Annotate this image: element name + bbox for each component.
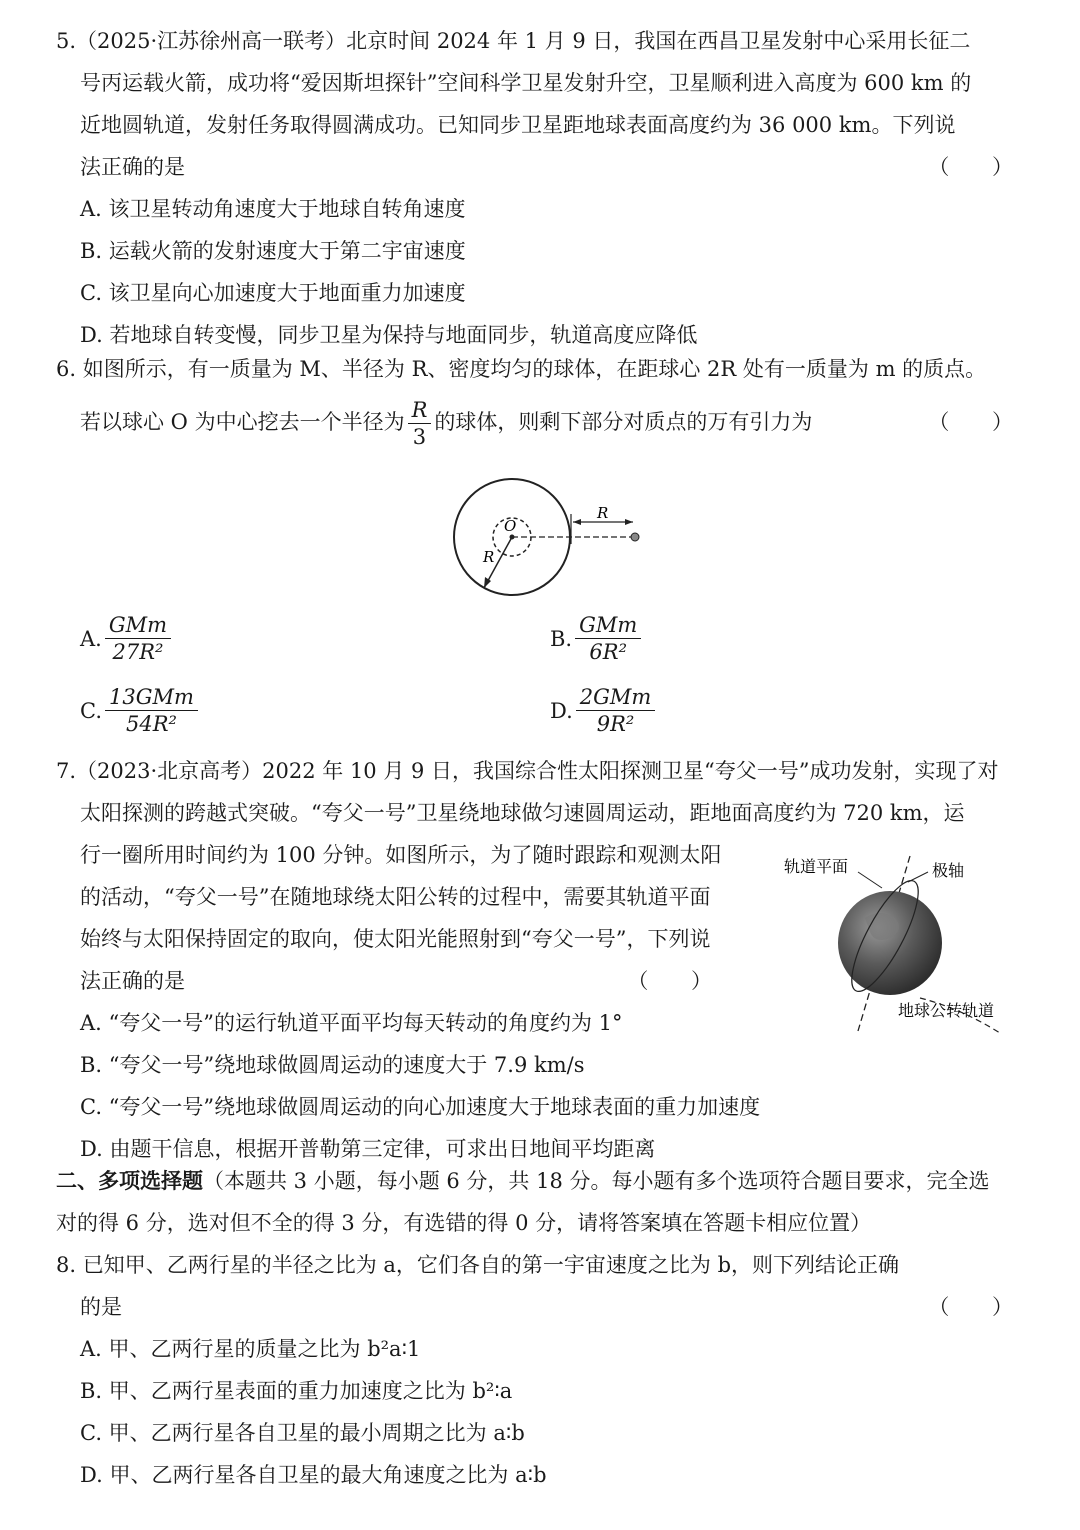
q6-option-d-frac <box>576 684 656 737</box>
mass-point <box>631 533 639 541</box>
q6-line-1: 6. 如图所示，有一质量为 M、半径为 R、密度均匀的球体，在距球心 2R 处有一质量为 m 的质点。 <box>56 357 987 381</box>
q7-line-3: 行一圈所用时间约为 100 分钟。如图所示，为了随时跟踪和观测太阳 <box>80 843 722 867</box>
q6-option-d[interactable] <box>550 684 658 737</box>
gap-arrow-right <box>625 519 633 525</box>
orbit-plane-label: 轨道平面 <box>784 857 849 876</box>
q7-answer-paren[interactable]: （ ） <box>627 969 730 993</box>
axis-pointer <box>908 872 928 882</box>
q6-option-d-letter: D. <box>550 698 573 723</box>
earth-globe <box>838 891 942 995</box>
q6-line-2-pre: 若以球心 O 为中心挖去一个半径为 <box>80 410 405 434</box>
q6-option-c-letter: C. <box>80 698 102 723</box>
question-5 <box>56 20 1031 356</box>
q6-option-d-den: 9R² <box>596 712 635 736</box>
q6-option-a-letter: A. <box>80 626 102 651</box>
q8-option-b[interactable]: B. 甲、乙两行星表面的重力加速度之比为 b²∶a <box>80 1379 513 1403</box>
q5-line-4 <box>56 146 1031 188</box>
q5-line-3: 近地圆轨道，发射任务取得圆满成功。已知同步卫星距地球表面高度约为 36 000 km。下列说 <box>80 113 956 137</box>
polar-axis-label: 极轴 <box>932 861 965 880</box>
q8-line-1: 8. 已知甲、乙两行星的半径之比为 a，它们各自的第一宇宙速度之比为 b，则下列结论正确 <box>56 1253 900 1277</box>
q6-option-b[interactable] <box>550 612 644 665</box>
q7-line-2: 太阳探测的跨越式突破。“夸父一号”卫星绕地球做匀速圆周运动，距地面高度约为 720 km，运 <box>80 801 965 825</box>
q6-line-2 <box>56 390 1031 454</box>
q6-option-d-num: 2GMm <box>576 684 656 711</box>
q7-earth-figure <box>770 848 1030 1033</box>
section-2-title: 二、多项选择题 <box>56 1168 203 1193</box>
section-2-desc-1: （本题共 3 小题，每小题 6 分，共 18 分。每小题有多个选项符合题目要求，完全选 <box>203 1169 990 1193</box>
q6-option-a-num: GMm <box>105 612 171 639</box>
q7-option-d[interactable]: D. 由题干信息，根据开普勒第三定律，可求出日地间平均距离 <box>80 1137 656 1161</box>
q5-line-2: 号丙运载火箭，成功将“爱因斯坦探针”空间科学卫星发射升空，卫星顺利进入高度为 600 km 的 <box>80 71 972 95</box>
q6-option-a[interactable] <box>80 612 174 665</box>
orbit-plane-pointer <box>858 872 882 888</box>
q7-line-1: 7.（2023·北京高考）2022 年 10 月 9 日，我国综合性太阳探测卫星“夸父一号”成功发射，实现了对 <box>56 759 999 783</box>
q6-fraction-den: 3 <box>412 425 427 449</box>
q6-option-c-frac <box>105 684 198 737</box>
q7-line-5: 始终与太阳保持固定的取向，使太阳光能照射到“夸父一号”，下列说 <box>80 927 711 951</box>
q8-line-2-text: 的是 <box>80 1295 122 1319</box>
question-8 <box>56 1244 1031 1496</box>
q6-fraction <box>408 397 432 450</box>
center-dot <box>510 535 515 540</box>
q6-line-2-post: 的球体，则剩下部分对质点的万有引力为 <box>434 410 813 434</box>
q8-option-c[interactable]: C. 甲、乙两行星各自卫星的最小周期之比为 a∶b <box>80 1421 525 1445</box>
q5-option-c[interactable]: C. 该卫星向心加速度大于地面重力加速度 <box>80 281 466 305</box>
revolution-orbit-label: 地球公转轨道 <box>898 1001 995 1020</box>
q6-fraction-num: R <box>408 397 432 424</box>
section-2-desc-2: 对的得 6 分，选对但不全的得 3 分，有选错的得 0 分，请将答案填在答题卡相应位置） <box>56 1211 872 1235</box>
q5-option-b[interactable]: B. 运载火箭的发射速度大于第二宇宙速度 <box>80 239 466 263</box>
q7-option-b[interactable]: B. “夸父一号”绕地球做圆周运动的速度大于 7.9 km/s <box>80 1053 585 1077</box>
q6-option-c-num: 13GMm <box>105 684 198 711</box>
q5-line-4-text: 法正确的是 <box>80 155 185 179</box>
q6-option-b-frac <box>575 612 641 665</box>
radius-label: R <box>483 548 495 566</box>
q6-option-a-frac <box>105 612 171 665</box>
q5-line-1: 5.（2025·江苏徐州高一联考）北京时间 2024 年 1 月 9 日，我国在西昌卫星发射中心采用长征二 <box>56 29 971 53</box>
q5-option-d[interactable]: D. 若地球自转变慢，同步卫星为保持与地面同步，轨道高度应降低 <box>80 323 698 347</box>
q7-line-4: 的活动，“夸父一号”在随地球绕太阳公转的过程中，需要其轨道平面 <box>80 885 711 909</box>
q6-option-b-letter: B. <box>550 626 573 651</box>
question-6 <box>56 348 1031 454</box>
q7-line-6-text: 法正确的是 <box>80 969 185 993</box>
q8-line-2 <box>56 1286 1031 1328</box>
q6-options <box>80 612 780 752</box>
q7-option-c[interactable]: C. “夸父一号”绕地球做圆周运动的向心加速度大于地球表面的重力加速度 <box>80 1095 761 1119</box>
q7-option-a[interactable]: A. “夸父一号”的运行轨道平面平均每天转动的角度约为 1° <box>80 1011 623 1035</box>
q6-option-b-num: GMm <box>575 612 641 639</box>
q8-option-a[interactable]: A. 甲、乙两行星的质量之比为 b²a∶1 <box>80 1337 421 1361</box>
q6-option-b-den: 6R² <box>589 640 627 664</box>
q6-answer-paren[interactable]: （ ） <box>928 410 1031 434</box>
q6-sphere-figure <box>440 470 660 610</box>
q6-option-c[interactable] <box>80 684 201 737</box>
section-2-line-1 <box>56 1160 1031 1202</box>
section-2-header <box>56 1160 1031 1244</box>
gap-arrow-left <box>573 519 581 525</box>
gap-label: R <box>597 504 609 522</box>
q6-option-a-den: 27R² <box>112 640 164 664</box>
center-label: O <box>504 517 517 535</box>
q8-option-d[interactable]: D. 甲、乙两行星各自卫星的最大角速度之比为 a∶b <box>80 1463 547 1487</box>
q6-option-c-den: 54R² <box>125 712 177 736</box>
q8-answer-paren[interactable]: （ ） <box>928 1295 1031 1319</box>
q5-answer-paren[interactable]: （ ） <box>928 155 1031 179</box>
q7-line-6 <box>56 960 730 1002</box>
q5-option-a[interactable]: A. 该卫星转动角速度大于地球自转角速度 <box>80 197 466 221</box>
